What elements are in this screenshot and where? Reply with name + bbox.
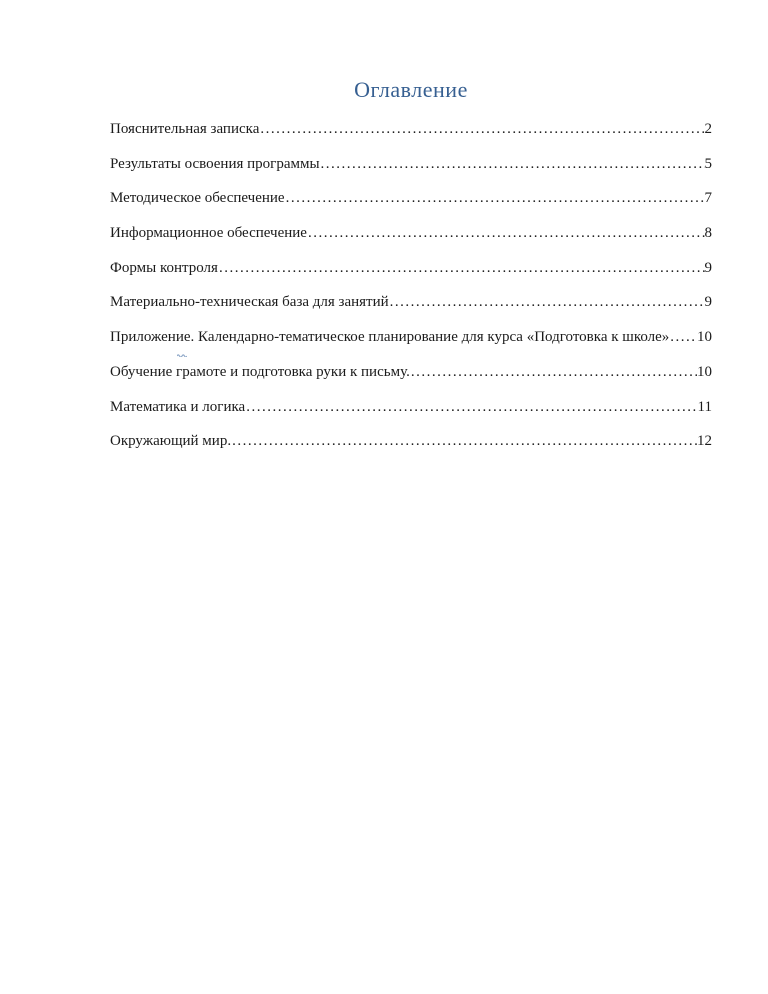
toc-entry-label: Приложение. Календарно-тематическое планирование для курса «Подготовка к школе» bbox=[110, 329, 670, 346]
toc-entry-label: Материально-техническая база для занятий bbox=[110, 294, 389, 311]
toc-page-number: 10 bbox=[697, 329, 712, 346]
toc-dot-leader bbox=[245, 396, 697, 418]
toc-entry[interactable] bbox=[110, 361, 712, 383]
toc-entry[interactable] bbox=[110, 430, 712, 452]
toc-entry[interactable] bbox=[110, 396, 712, 418]
toc-dot-leader bbox=[307, 222, 705, 244]
toc-entry[interactable] bbox=[110, 291, 712, 313]
toc-dot-leader bbox=[285, 187, 705, 209]
toc-dot-leader bbox=[669, 326, 697, 348]
toc-dot-leader bbox=[410, 361, 697, 383]
toc-entry-label: Математика и логика bbox=[110, 398, 246, 415]
toc-dot-leader bbox=[218, 257, 705, 279]
toc-page-number: 11 bbox=[697, 398, 712, 415]
toc-page-number: 10 bbox=[697, 363, 712, 380]
toc-page-number: 5 bbox=[704, 155, 712, 172]
toc-dot-leader bbox=[320, 153, 705, 175]
toc-entry-label: Обучение грамоте и подготовка руки к письму. bbox=[110, 363, 410, 380]
toc-entry[interactable] bbox=[110, 187, 712, 209]
toc-entry-label: Результаты освоения программы bbox=[110, 155, 320, 172]
toc-entry[interactable] bbox=[110, 153, 712, 175]
toc-entry[interactable] bbox=[110, 257, 712, 279]
table-of-contents bbox=[110, 118, 712, 452]
toc-page-number: 12 bbox=[697, 433, 712, 450]
toc-entry-label: Пояснительная записка bbox=[110, 121, 260, 137]
toc-entry-label: Окружающий мир. bbox=[110, 433, 232, 450]
toc-entry[interactable] bbox=[110, 326, 712, 348]
toc-title: Оглавление bbox=[354, 77, 468, 102]
toc-page-number: 9 bbox=[704, 294, 712, 311]
toc-page-number: 9 bbox=[704, 259, 712, 276]
toc-dot-leader bbox=[231, 430, 697, 452]
toc-page-number: 8 bbox=[704, 225, 712, 242]
toc-entry-label: Формы контроля bbox=[110, 259, 218, 276]
toc-dot-leader bbox=[389, 291, 705, 313]
toc-page-number: 7 bbox=[704, 190, 712, 207]
toc-entry[interactable] bbox=[110, 222, 712, 244]
toc-dot-leader bbox=[259, 118, 704, 140]
toc-entry[interactable] bbox=[110, 118, 712, 140]
toc-entry-label: Методическое обеспечение bbox=[110, 190, 285, 207]
toc-page-number: 2 bbox=[704, 121, 712, 137]
toc-entry-label: Информационное обеспечение bbox=[110, 225, 307, 242]
